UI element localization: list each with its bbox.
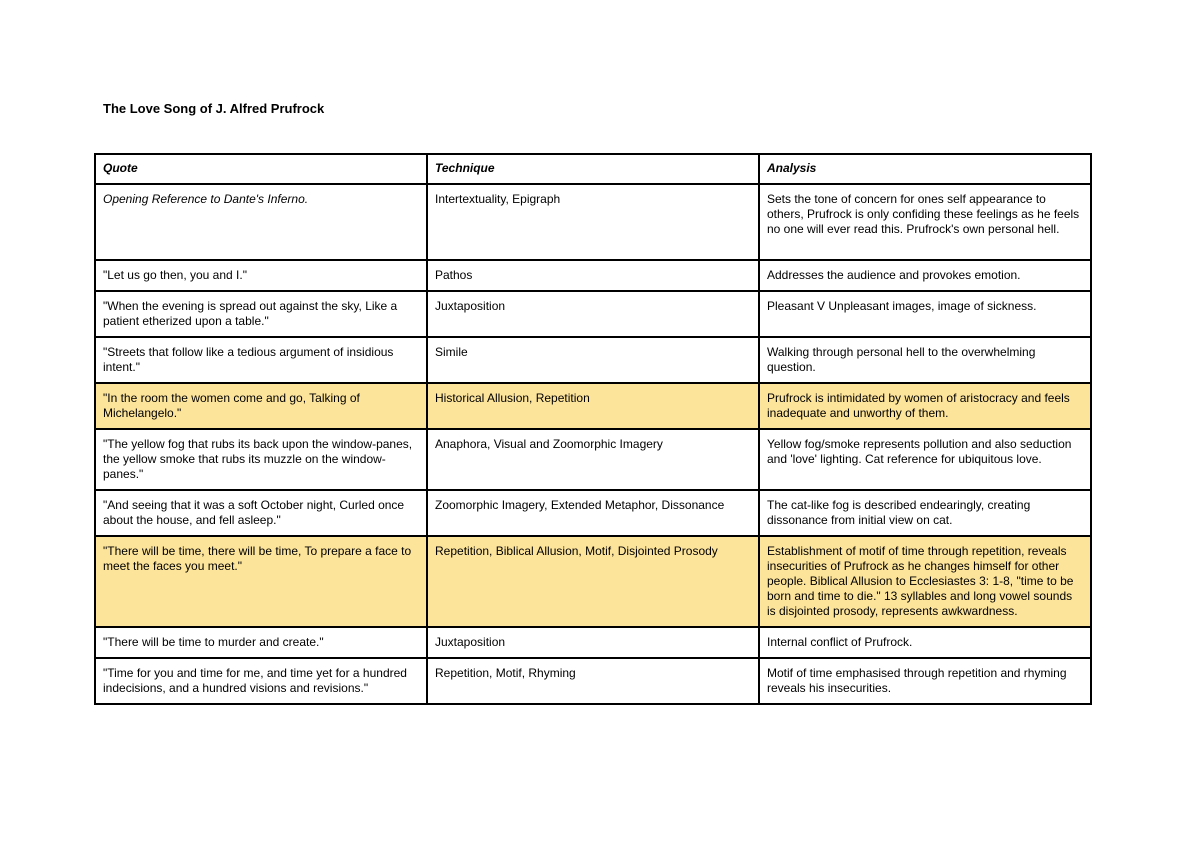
analysis-cell: Establishment of motif of time through repetition, reveals insecurities of Prufrock as he changes himself for other people. Biblical Allusion to Ecclesiastes 3: 1-8, "time to be born and time to die." 13 syllables and long vowel sounds is disjointed prosody, represents awkwardness. xyxy=(759,536,1091,627)
quote-cell: "The yellow fog that rubs its back upon the window-panes, the yellow smoke that rubs its muzzle on the window-panes." xyxy=(95,429,427,490)
quote-cell: "There will be time to murder and create." xyxy=(95,627,427,658)
table-row xyxy=(95,490,1091,536)
technique-cell: Repetition, Motif, Rhyming xyxy=(427,658,759,704)
table-row xyxy=(95,627,1091,658)
analysis-cell: Motif of time emphasised through repetition and rhyming reveals his insecurities. xyxy=(759,658,1091,704)
header-quote: Quote xyxy=(95,154,427,184)
document-title: The Love Song of J. Alfred Prufrock xyxy=(103,101,325,116)
quote-cell: "In the room the women come and go, Talking of Michelangelo." xyxy=(95,383,427,429)
technique-cell: Anaphora, Visual and Zoomorphic Imagery xyxy=(427,429,759,490)
quote-cell: "There will be time, there will be time, To prepare a face to meet the faces you meet." xyxy=(95,536,427,627)
technique-cell: Intertextuality, Epigraph xyxy=(427,184,759,260)
quote-cell: "Streets that follow like a tedious argument of insidious intent." xyxy=(95,337,427,383)
analysis-cell: Sets the tone of concern for ones self appearance to others, Prufrock is only confiding these feelings as he feels no one will ever read this. Prufrock's own personal hell. xyxy=(759,184,1091,260)
technique-cell: Simile xyxy=(427,337,759,383)
technique-cell: Repetition, Biblical Allusion, Motif, Disjointed Prosody xyxy=(427,536,759,627)
table-row xyxy=(95,429,1091,490)
table-row xyxy=(95,291,1091,337)
table-row-highlighted xyxy=(95,383,1091,429)
technique-cell: Historical Allusion, Repetition xyxy=(427,383,759,429)
analysis-cell: Pleasant V Unpleasant images, image of sickness. xyxy=(759,291,1091,337)
quote-cell: "Time for you and time for me, and time yet for a hundred indecisions, and a hundred visions and revisions." xyxy=(95,658,427,704)
table-row-highlighted xyxy=(95,536,1091,627)
table-row xyxy=(95,184,1091,260)
table-header-row xyxy=(95,154,1091,184)
technique-cell: Juxtaposition xyxy=(427,627,759,658)
quote-cell: Opening Reference to Dante's Inferno. xyxy=(95,184,427,260)
analysis-cell: The cat-like fog is described endearingly, creating dissonance from initial view on cat. xyxy=(759,490,1091,536)
analysis-cell: Yellow fog/smoke represents pollution and also seduction and 'love' lighting. Cat reference for ubiquitous love. xyxy=(759,429,1091,490)
header-technique: Technique xyxy=(427,154,759,184)
analysis-cell: Addresses the audience and provokes emotion. xyxy=(759,260,1091,291)
analysis-table xyxy=(94,153,1092,705)
table-row xyxy=(95,658,1091,704)
technique-cell: Zoomorphic Imagery, Extended Metaphor, Dissonance xyxy=(427,490,759,536)
quote-cell: "Let us go then, you and I." xyxy=(95,260,427,291)
quote-cell: "And seeing that it was a soft October night, Curled once about the house, and fell asleep." xyxy=(95,490,427,536)
technique-cell: Juxtaposition xyxy=(427,291,759,337)
analysis-cell: Prufrock is intimidated by women of aristocracy and feels inadequate and unworthy of them. xyxy=(759,383,1091,429)
technique-cell: Pathos xyxy=(427,260,759,291)
analysis-cell: Internal conflict of Prufrock. xyxy=(759,627,1091,658)
header-analysis: Analysis xyxy=(759,154,1091,184)
analysis-cell: Walking through personal hell to the overwhelming question. xyxy=(759,337,1091,383)
quote-cell: "When the evening is spread out against the sky, Like a patient etherized upon a table." xyxy=(95,291,427,337)
table-row xyxy=(95,260,1091,291)
table-row xyxy=(95,337,1091,383)
